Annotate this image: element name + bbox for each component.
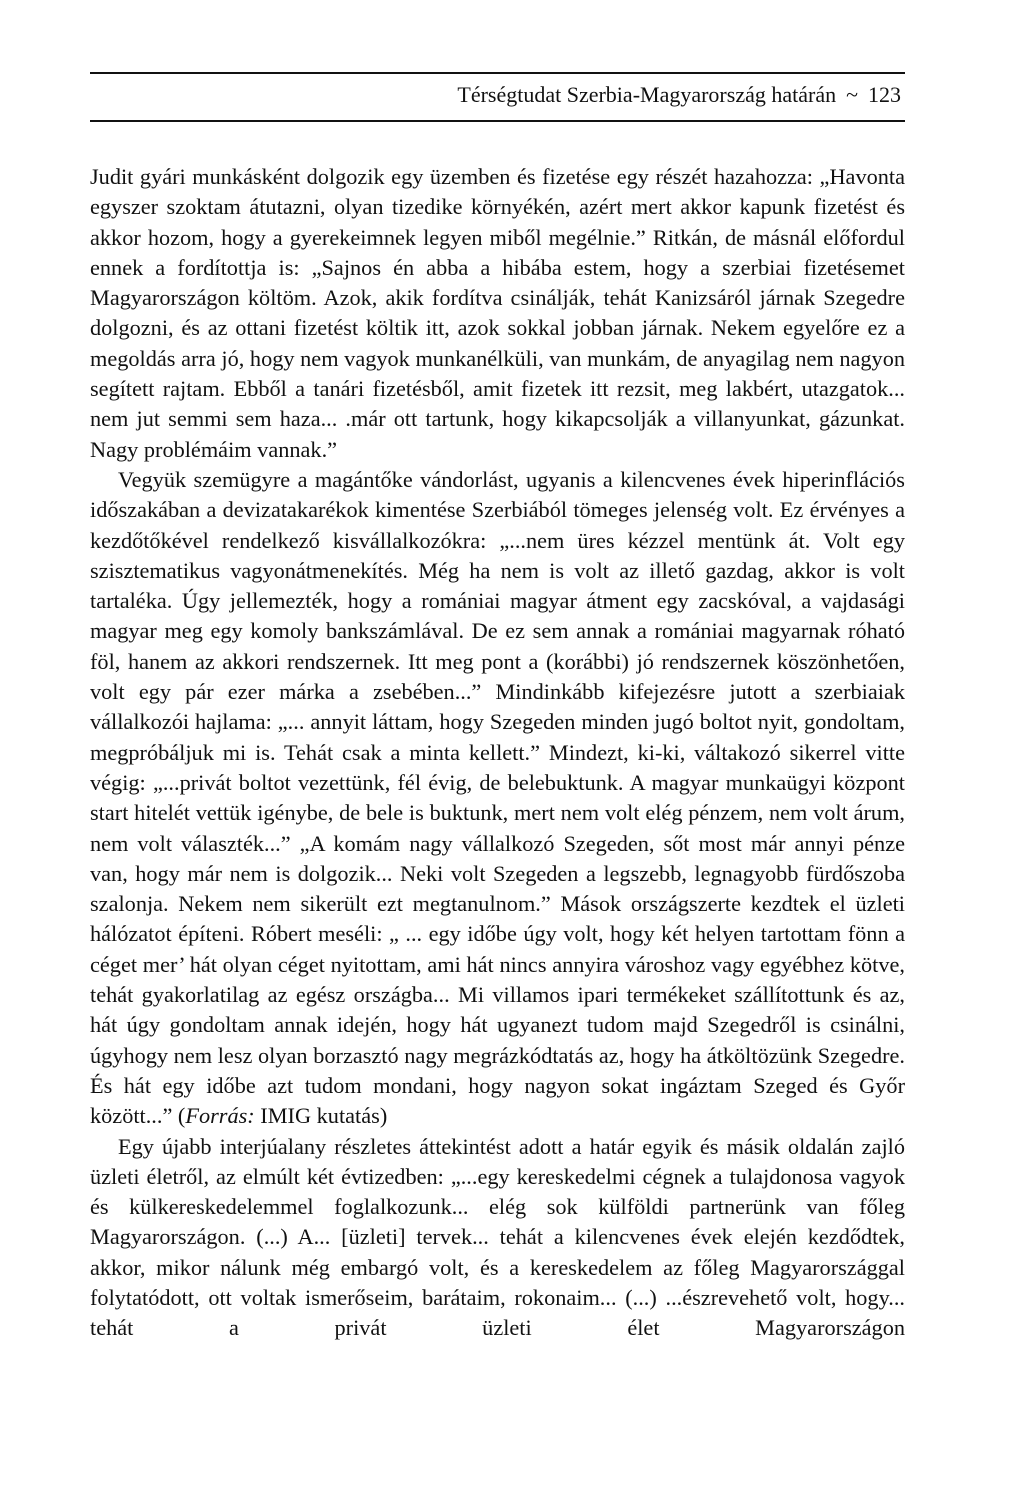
paragraph-2-text: Vegyük szemügyre a magántőke vándorlást, ugyanis a kilencvenes évek hiperinflációs időszakában a devizatakarékok kimentése Szerbiából tömeges jelenség volt. Ez érvényes a kezdőtőkével rendelkező kisvállalkozókra: „...nem üres kézzel mentünk át. Volt egy szisztematikus vagyonátmenekítés. Még ha nem is volt az illető gazdag, akkor is volt tartaléka. Úgy jellemezték, hogy a romániai magyar átment egy zacskóval, a vajdasági magyar meg egy komoly bankszámlával. De ez sem annak a romániai magyarnak róható föl, hanem az akkori rendszernek. Itt meg pont a (korábbi) jó rendszernek köszönhetően, volt egy pár ezer márka a zsebében...” Mindinkább kifejezésre jutott a szerbiaiak vállalkozói hajlama: „... annyit láttam, hogy Szegeden minden jugó boltot nyit, gondoltam, megpróbáljuk mi is. Tehát csak a minta kellett.” Mindezt, ki-ki, váltakozó sikerrel vitte végig: „...privát boltot vezettünk, fél évig, de belebuktunk. A magyar munkaügyi központ start hitelét vettük igénybe, de bele is buktunk, mert nem volt elég pénzem, nem volt árum, nem volt választék...” „A komám nagy vállalkozó Szegeden, sőt most már annyi pénze van, hogy már nem is dolgozik... Neki volt Szegeden a legszebb, legnagyobb fürdőszoba szalonja. Nekem nem sikerült ezt megtanulnom.” Mások országszerte kezdtek el üzleti hálózatot építeni. Róbert meséli: „ ... egy időbe úgy volt, hogy két helyen tartottam fönn a céget mer’ hát olyan céget nyitottam, ami hát nincs annyira városhoz vagy egyébhez kötve, tehát gyakorlatilag az egész országba... Mi villamos ipari termékeket szállítottunk és az, hát úgy gondoltam annak idején, hogy hát ugyanezt tudom majd Szegedről is csinálni, úgyhogy nem lesz olyan borzasztó nagy megrázkódtatás az, hogy ha átköltözünk Szegedre. És hát egy időbe azt tudom mondani, hogy nagyon sokat ingáztam Szeged és Győr között...” ( bbox=[90, 466, 905, 1129]
source-label: Forrás: bbox=[185, 1103, 255, 1129]
paragraph-3: Egy újabb interjúalany részletes áttekintést adott a határ egyik és másik oldalán zajló üzleti életről, az elmúlt két évtizedben: „...egy kereskedelmi cégnek a tulajdonosa vagyok és külkereskedelemmel foglalkozunk... elég sok külföldi partnerünk van főleg Magyarországon. (...) A... [üzleti] tervek... tehát a kilencvenes évek elején kezdődtek, akkor, mikor nálunk még embargó volt, és a kereskedelem az főleg Magyarországgal folytatódott, ott voltak ismerőseim, barátaim, rokonaim... (...) ...észrevehető volt, hogy... tehát a privát üzleti élet Magyarországon bbox=[90, 1133, 905, 1341]
page-number: 123 bbox=[868, 82, 901, 107]
paragraph-1: Judit gyári munkásként dolgozik egy üzemben és fizetése egy részét hazahozza: „Havonta egyszer szoktam átutazni, olyan tizedike környékén, azért mert akkor kapunk fizetést és akkor hozom, hogy a gyerekeimnek legyen miből megélnie.” Ritkán, de másnál előfordul ennek a fordítottja is: „Sajnos én abba a hibába estem, hogy a szerbiai fizetésemet Magyarországon költöm. Azok, akik fordítva csinálják, tehát Kanizsáról járnak Szegedre dolgozni, és az ottani fizetést költik itt, azok sokkal jobban járnak. Nekem egyelőre ez a megoldás arra jó, hogy nem vagyok munkanélküli, van munkám, de anyagilag nem nagyon segített rajtam. Ebből a tanári fizetésből, amit fizetek itt rezsit, meg lakbért, utazgatok... nem jut semmi sem haza... .már ott tartunk, hogy kikapcsolják a villanyunkat, gázunkat. Nagy problémáim vannak.” bbox=[90, 164, 905, 462]
paragraph-2 bbox=[90, 465, 905, 1132]
running-title: Térségtudat Szerbia-Magyarország határán bbox=[457, 82, 837, 107]
body-text bbox=[90, 162, 905, 1344]
running-header bbox=[90, 72, 905, 122]
header-separator: ~ bbox=[846, 82, 858, 107]
book-page bbox=[90, 72, 905, 1344]
header-line bbox=[457, 82, 901, 108]
paragraph-2-source: IMIG kutatás) bbox=[254, 1103, 388, 1129]
